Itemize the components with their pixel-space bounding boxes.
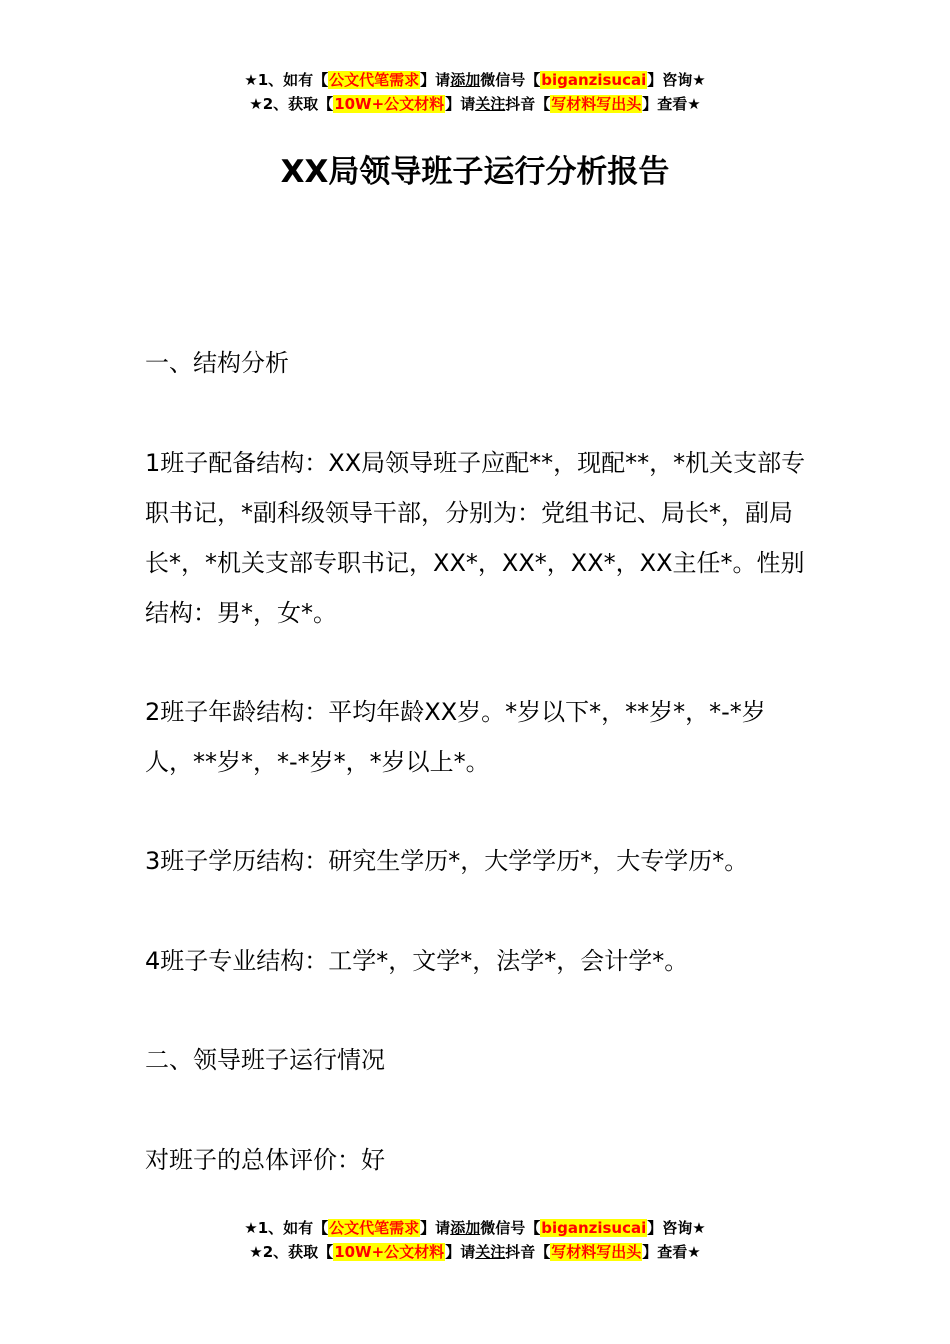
- banner-line-1: [0, 1216, 950, 1240]
- header-banner: [0, 68, 950, 116]
- banner-highlight: 写材料写出头: [551, 1243, 642, 1261]
- paragraph-major-structure: 4班子专业结构：工学*，文学*，法学*，会计学*。: [145, 947, 689, 975]
- banner-text: 抖音【: [505, 95, 551, 113]
- banner-underlined: 关注: [475, 95, 506, 113]
- banner-text: 微信号【: [480, 1219, 541, 1237]
- banner-text: 】查看★: [642, 1243, 701, 1261]
- banner-underlined: 关注: [475, 1243, 506, 1261]
- banner-text: 】查看★: [642, 95, 701, 113]
- banner-text: ★1、如有【: [244, 1219, 329, 1237]
- banner-text: ★2、获取【: [249, 1243, 334, 1261]
- banner-line-2: [0, 92, 950, 116]
- paragraph-age-structure: 2班子年龄结构：平均年龄XX岁。*岁以下*，**岁*，*-*岁人，**岁*，*-*岁*，*岁以上*。: [145, 698, 766, 776]
- banner-line-1: [0, 68, 950, 92]
- banner-underlined: 添加: [450, 71, 481, 89]
- banner-text: 】咨询★: [647, 71, 706, 89]
- banner-highlight: 10W+公文材料: [334, 95, 445, 113]
- banner-text: 抖音【: [505, 1243, 551, 1261]
- banner-text: ★2、获取【: [249, 95, 334, 113]
- section-heading-operation: 二、领导班子运行情况: [145, 1046, 385, 1074]
- banner-highlight: 公文代笔需求: [329, 1219, 420, 1237]
- banner-text: 】咨询★: [647, 1219, 706, 1237]
- section-heading-structure: 一、结构分析: [145, 349, 289, 377]
- banner-highlight: 公文代笔需求: [329, 71, 420, 89]
- banner-text: 】请: [420, 71, 451, 89]
- banner-line-2: [0, 1240, 950, 1264]
- banner-highlight: biganzisucai: [541, 1219, 647, 1237]
- banner-highlight: biganzisucai: [541, 71, 647, 89]
- banner-text: 微信号【: [480, 71, 541, 89]
- banner-highlight: 10W+公文材料: [334, 1243, 445, 1261]
- paragraph-staffing-structure: 1班子配备结构：XX局领导班子应配**，现配**，*机关支部专职书记，*副科级领导干部，分别为：党组书记、局长*，副局长*，*机关支部专职书记，XX*，XX*，XX*，XX主任*。性别结构：男*，女*。: [145, 449, 806, 627]
- paragraph-overall-evaluation: 对班子的总体评价：好: [145, 1146, 385, 1174]
- document-title: XX局领导班子运行分析报告: [280, 154, 670, 190]
- banner-highlight: 写材料写出头: [551, 95, 642, 113]
- paragraph-education-structure: 3班子学历结构：研究生学历*，大学学历*，大专学历*。: [145, 847, 749, 875]
- banner-text: 】请: [445, 1243, 476, 1261]
- banner-underlined: 添加: [450, 1219, 481, 1237]
- banner-text: 】请: [420, 1219, 451, 1237]
- footer-banner: [0, 1216, 950, 1264]
- banner-text: 】请: [445, 95, 476, 113]
- banner-text: ★1、如有【: [244, 71, 329, 89]
